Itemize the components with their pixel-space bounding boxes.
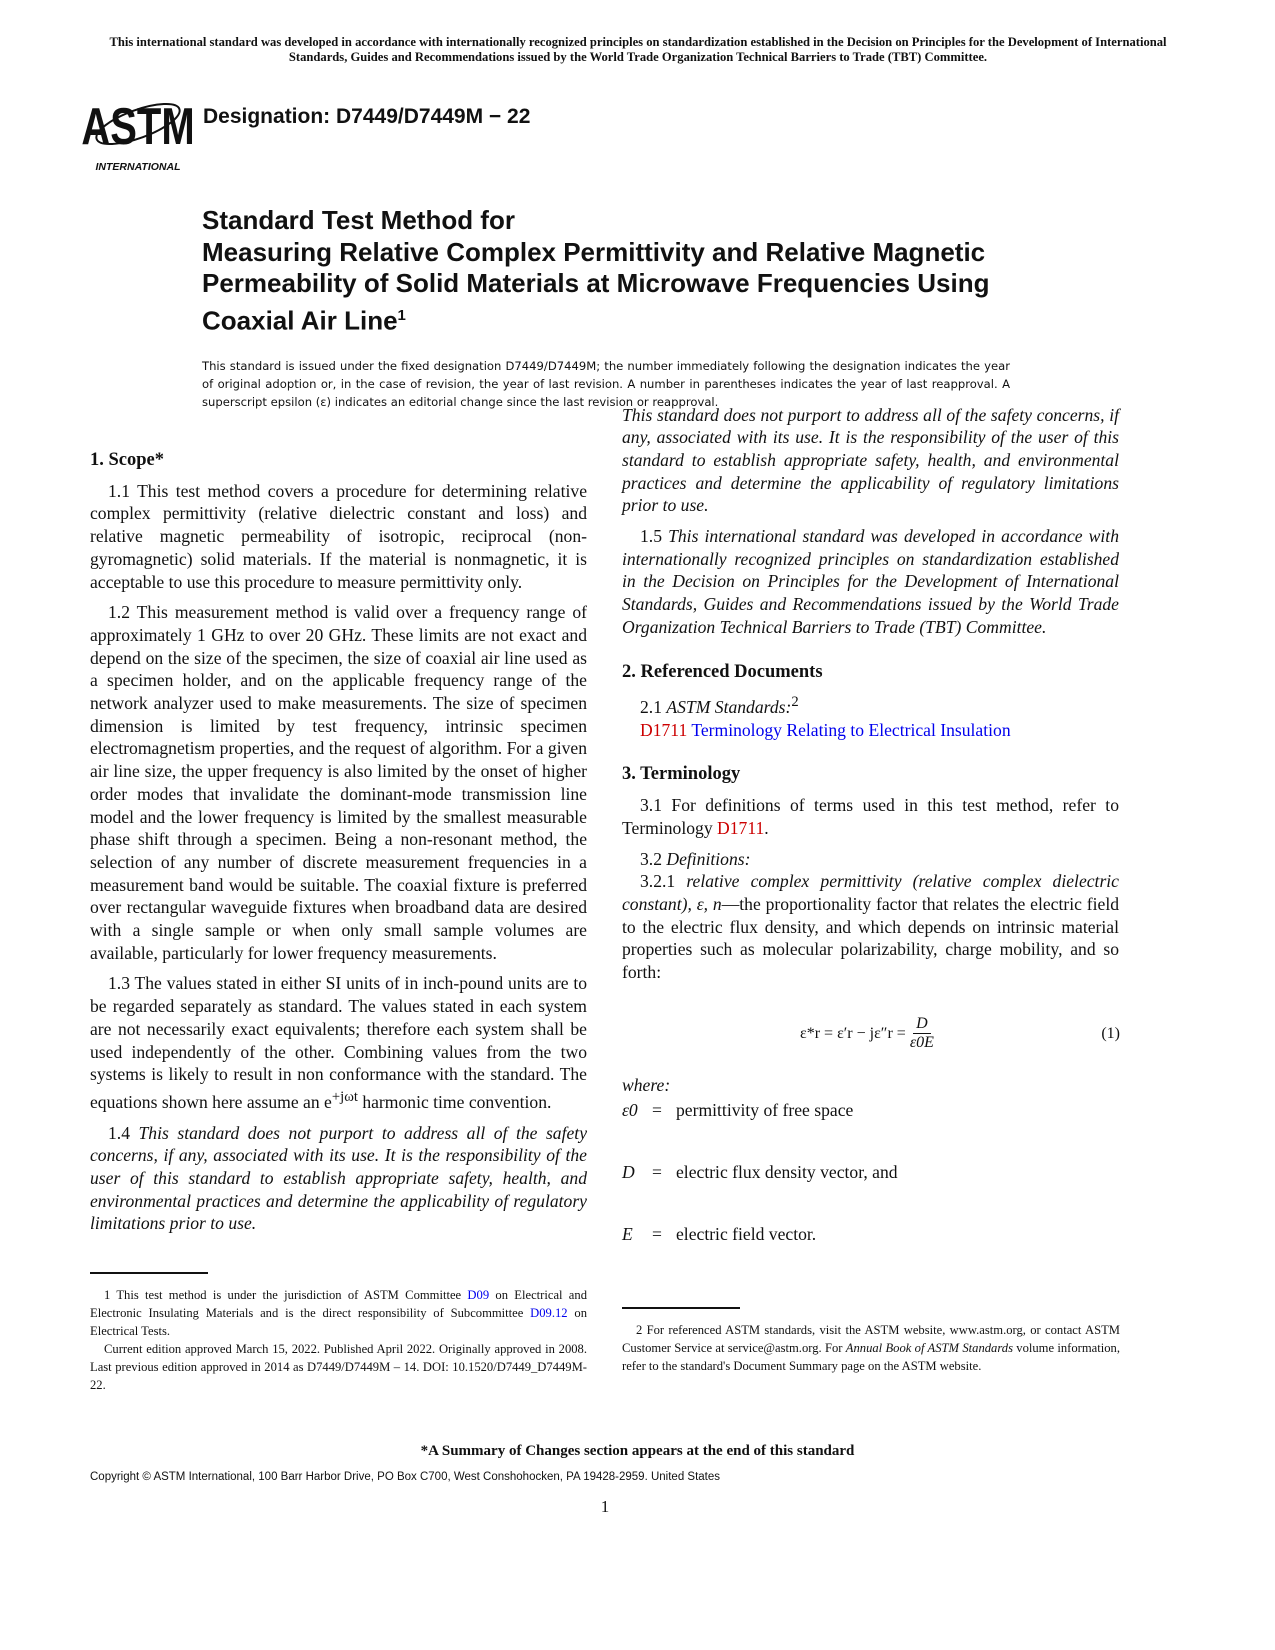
text: on Electrical and Electronic Insulating Materials and is the direct responsibility of Subcommittee: [90, 1288, 587, 1320]
link-title[interactable]: Terminology Relating to Electrical Insulation: [687, 719, 1011, 740]
numerator: D: [913, 1015, 931, 1034]
document-title: [202, 205, 1002, 337]
para-3-1: [622, 794, 1119, 839]
definition: electric flux density vector, and: [676, 1162, 898, 1182]
symbol: D: [622, 1162, 635, 1182]
link-d09-12[interactable]: D09.12: [530, 1306, 568, 1320]
text: ASTM Standards:: [666, 697, 792, 718]
text: 3.1 For definitions of terms used in this test method, refer to Terminology: [622, 795, 1119, 838]
para-1-2: 1.2 This measurement method is valid over a frequency range of approximately 1 GHz to over 20 GHz. These limits are not exact and depend on the size of the specimen, the size of coaxial air line used as a specimen holder, and on the applicable frequency range of the network analyzer used to make measurements. The size of specimen dimension is limited by test frequency, intrinsic specimen electromagnetism properties, and the request of algorithm. For a given air line size, the upper frequency is also limited by the onset of higher order modes that invalidate the dominant-mode transmission line model and the lower frequency is limited by the smallest measurable phase shift through a specimen. Being a non-resonant method, the selection of any number of discrete measurement frequencies in a measurement band would be suitable. The coaxial fixture is preferred over rectangular waveguide fixtures when broadband data are desired with a single sample or when only small sample volumes are available, particularly for lower frequency measurements.: [90, 602, 587, 963]
text: , n: [703, 894, 722, 914]
num: 3.2.1: [640, 871, 687, 892]
text: .: [764, 817, 769, 838]
ref-d1711[interactable]: [622, 719, 1119, 742]
title-line1: Standard Test Method for: [202, 205, 515, 235]
equals: =: [652, 1162, 662, 1182]
definition: electric field vector.: [676, 1224, 817, 1244]
symbol-list: [622, 1100, 898, 1245]
para-1-5: [622, 525, 1119, 639]
fraction: [910, 1015, 934, 1052]
title-main: Measuring Relative Complex Permittivity and Relative Magnetic Permeability of Solid Materials at Microwave Frequencies Using Coaxial Air Line: [202, 236, 990, 336]
text: volume information, refer to the standard's Document Summary page on the ASTM website.: [622, 1341, 1120, 1373]
equals: =: [652, 1100, 662, 1120]
left-column: [90, 449, 587, 1234]
link-d1711[interactable]: D1711: [640, 719, 688, 740]
wto-notice: This international standard was developed in accordance with internationally recognized principles on standardization established in the Decision on Principles for the Development of International Standards, Guides and Recommendations issued by the World Trade Organization Technical Barriers to Trade (TBT) Committee.: [109, 35, 1167, 64]
svg-text:ASTM: ASTM: [81, 96, 195, 156]
num: 1.4: [108, 1122, 139, 1143]
designation: Designation: D7449/D7449M − 22: [203, 105, 531, 128]
equation-number: (1): [1101, 1024, 1120, 1042]
text: harmonic time convention.: [357, 1091, 552, 1112]
exponent: +jωt: [331, 1088, 358, 1105]
copyright: Copyright © ASTM International, 100 Barr Harbor Drive, PO Box C700, West Conshohocken, PA 19428-2959. United States: [90, 1471, 721, 1483]
term: relative complex permittivity (relative complex dielectric constant), ε: [622, 871, 1119, 914]
page-number: 1: [600, 1497, 610, 1516]
equals: =: [652, 1224, 662, 1244]
para-1-3: [90, 972, 587, 1113]
para-3-2: [622, 848, 1119, 871]
denominator: ε0E: [909, 1034, 934, 1051]
text: 2 For referenced ASTM standards, visit the ASTM website, www.astm.org, or contact ASTM Customer Service at service@astm.org. For: [622, 1323, 1120, 1355]
para-1-4: [90, 1122, 587, 1234]
symbol: ε0: [622, 1100, 638, 1120]
para-1-4-cont: [622, 404, 1119, 517]
para-3-2-1: [622, 870, 1119, 984]
edition-info: Current edition approved March 15, 2022. Published April 2022. Originally approved in 2008. Last previous edition approved in 2014 as D7449/D7449M – 14. DOI: 10.1520/D7449_D7449M-22.: [90, 1342, 587, 1392]
footnote-rule: [90, 1272, 208, 1274]
link-d1711[interactable]: D1711: [717, 817, 765, 838]
footnote-1: [90, 1272, 587, 1394]
astm-logo: [81, 84, 195, 174]
summary-note: *A Summary of Changes section appears at the end of this standard: [420, 1443, 855, 1459]
terms-heading: 3. Terminology: [622, 764, 741, 785]
equation-lhs: ε*r = ε′r − jε″r =: [800, 1024, 906, 1042]
issuance-note: This standard is issued under the fixed designation D7449/D7449M; the number immediately following the designation indicates the year of original adoption or, in the case of revision, the year of last revision. A number in parentheses indicates the year of last reapproval. A superscript epsilon (ε) indicates an editorial change since the last revision or reapproval.: [202, 359, 1010, 409]
text: on Electrical Tests.: [90, 1306, 587, 1338]
definition: permittivity of free space: [676, 1100, 854, 1120]
refs-heading: 2. Referenced Documents: [622, 661, 823, 682]
symbol: E: [622, 1224, 633, 1244]
text: This international standard was developed in accordance with internationally recognized principles on standardization established in the Decision on Principles for the Development of International Standards, Guides and Recommendations issued by the World Trade Organization Technical Barriers to Trade (TBT) Committee.: [622, 526, 1119, 637]
text: This standard does not purport to address all of the safety concerns, if any, associated with its use. It is the responsibility of the user of this standard to establish appropriate safety, health, and environmental practices and determine the applicability of regulatory limitations prior to use.: [622, 404, 1119, 516]
para-2-1: [622, 691, 1119, 719]
num: 1.5: [640, 526, 669, 546]
num: 3.2: [640, 848, 667, 869]
equation-1: [800, 1015, 1120, 1052]
scope-heading: 1. Scope*: [90, 450, 164, 470]
title-footnote-ref: 1: [397, 306, 406, 324]
text: This standard does not purport to address all of the safety concerns, if any, associated with its use. It is the responsibility of the user of this standard to establish appropriate safety, health, and environmental practices and determine the applicability of regulatory limitations prior to use.: [90, 1122, 587, 1234]
right-column: [622, 404, 1120, 992]
svg-text:INTERNATIONAL: INTERNATIONAL: [95, 161, 181, 173]
text: 1 This test method is under the jurisdiction of ASTM Committee: [104, 1288, 468, 1302]
fn-ref: 2: [791, 694, 799, 711]
where-block: [622, 1075, 898, 1245]
text: Definitions:: [666, 848, 751, 869]
where-label: where:: [622, 1075, 671, 1095]
text: Annual Book of ASTM Standards: [845, 1341, 1013, 1355]
para-1-1: 1.1 This test method covers a procedure for determining relative complex permittivity (relative dielectric constant and loss) and relative magnetic permeability of isotropic, reciprocal (non-gyromagnetic) solid materials. If the material is nonmagnetic, it is acceptable to use this procedure to measure permittivity only.: [90, 480, 587, 592]
footnote-rule: [622, 1307, 740, 1309]
text: —the proportionality factor that relates the electric field to the electric flux density, and which depends on intrinsic material properties such as molecular polarizability, charge mobility, and so forth:: [622, 894, 1120, 983]
link-d09[interactable]: D09: [467, 1288, 490, 1302]
text: 1.3 The values stated in either SI units of in inch-pound units are to be regarded separately as standard. The values stated in each system are not necessarily exact equivalents; therefore each system shall be used independently of the other. Combining values from the two systems is likely to result in non conformance with the standard. The equations shown here assume an e: [90, 973, 587, 1112]
num: 2.1: [640, 697, 667, 718]
footnote-2: [622, 1307, 1120, 1375]
